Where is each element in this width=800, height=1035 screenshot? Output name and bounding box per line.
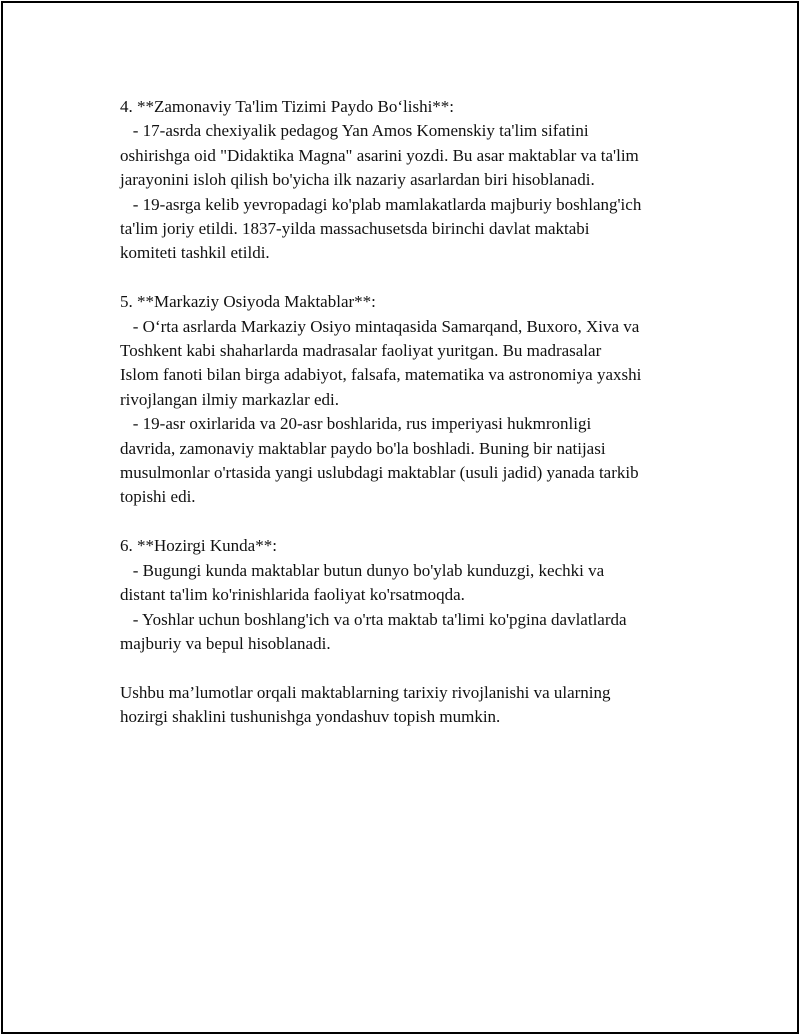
- text-line: Toshkent kabi shaharlarda madrasalar faoliyat yuritgan. Bu madrasalar: [120, 341, 602, 361]
- section-conclusion: [120, 681, 700, 730]
- document-page: [1, 1, 799, 1034]
- text-line: hozirgi shaklini tushunishga yondashuv topish mumkin.: [120, 707, 501, 727]
- text-line: Islom fanoti bilan birga adabiyot, falsafa, matematika va astronomiya yaxshi: [120, 365, 642, 385]
- text-line: - 17-asrda chexiyalik pedagog Yan Amos Komenskiy ta'lim sifatini: [120, 121, 589, 141]
- section-heading: 6. **Hozirgi Kunda**:: [120, 536, 277, 556]
- text-line: musulmonlar o'rtasida yangi uslubdagi maktablar (usuli jadid) yanada tarkib: [120, 463, 639, 483]
- text-line: - O‘rta asrlarda Markaziy Osiyo mintaqasida Samarqand, Buxoro, Xiva va: [120, 316, 640, 336]
- text-line: - Bugungi kunda maktablar butun dunyo bo'ylab kunduzgi, kechki va: [120, 560, 605, 580]
- text-line: davrida, zamonaviy maktablar paydo bo'la boshladi. Buning bir natijasi: [120, 438, 606, 458]
- text-line: topishi edi.: [120, 487, 196, 507]
- section-modern-education: [120, 95, 700, 266]
- text-line: rivojlangan ilmiy markazlar edi.: [120, 389, 340, 409]
- text-line: - 19-asrga kelib yevropadagi ko'plab mamlakatlarda majburiy boshlang'ich: [120, 194, 642, 214]
- section-heading: 4. **Zamonaviy Ta'lim Tizimi Paydo Bo‘lishi**:: [120, 97, 455, 116]
- text-line: majburiy va bepul hisoblanadi.: [120, 633, 331, 653]
- document-body: [120, 95, 700, 754]
- text-line: - 19-asr oxirlarida va 20-asr boshlarida, rus imperiyasi hukmronligi: [120, 414, 592, 434]
- text-line: - Yoshlar uchun boshlang'ich va o'rta maktab ta'limi ko'pgina davlatlarda: [120, 609, 627, 629]
- text-line: jarayonini isloh qilish bo'yicha ilk nazariy asarlardan biri hisoblanadi.: [120, 170, 595, 190]
- section-heading: 5. **Markaziy Osiyoda Maktablar**:: [120, 292, 376, 312]
- text-line: Ushbu ma’lumotlar orqali maktablarning tarixiy rivojlanishi va ularning: [120, 682, 611, 702]
- text-line: ta'lim joriy etildi. 1837-yilda massachusetsda birinchi davlat maktabi: [120, 219, 590, 239]
- section-central-asia-schools: [120, 290, 700, 510]
- section-present-day: [120, 534, 700, 656]
- text-line: oshirishga oid "Didaktika Magna" asarini yozdi. Bu asar maktablar va ta'lim: [120, 145, 639, 165]
- text-line: distant ta'lim ko'rinishlarida faoliyat ko'rsatmoqda.: [120, 585, 465, 605]
- text-line: komiteti tashkil etildi.: [120, 243, 270, 263]
